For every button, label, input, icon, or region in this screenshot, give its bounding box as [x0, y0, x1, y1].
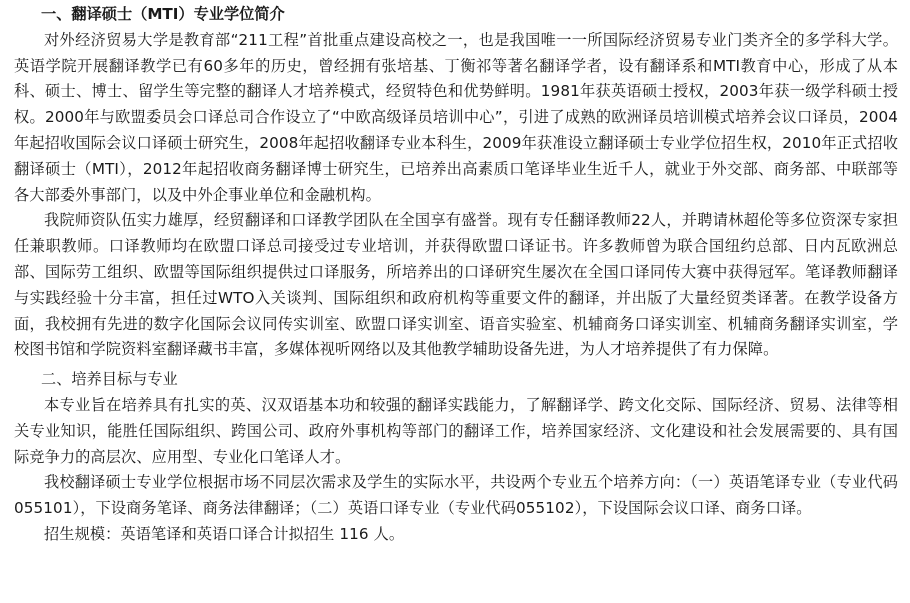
section-2-paragraph-1: 本专业旨在培养具有扎实的英、汉双语基本功和较强的翻译实践能力，了解翻译学、跨文化交际、国际经济、贸易、法律等相关专业知识，能胜任国际组织、跨国公司、政府外事机构等部门的翻译工作，培养国家经济、文化建设和社会发展需要的、具有国际竞争力的高层次、应用型、专业化口笔译人才。	[14, 395, 898, 466]
document-body	[14, 0, 898, 548]
section-1-paragraph-1: 对外经济贸易大学是教育部“211工程”首批重点建设高校之一，也是我国唯一一所国际经济贸易专业门类齐全的多学科大学。英语学院开展翻译教学已有60多年的历史，曾经拥有张培基、丁衡祁等著名翻译学者，设有翻译系和MTI教育中心，形成了从本科、硕士、博士、留学生等完整的翻译人才培养模式，经贸特色和优势鲜明。1981年获英语硕士授权，2003年获一级学科硕士授权。2000年与欧盟委员会口译总司合作设立了“中欧高级译员培训中心”，引进了成熟的欧洲译员培训模式培养会议口译员，2004年起招收国际会议口译硕士研究生，2008年起招收翻译专业本科生，2009年获准设立翻译硕士专业学位招生权，2010年正式招收翻译硕士（MTI），2012年起招收商务翻译博士研究生，已培养出高素质口笔译毕业生近千人，就业于外交部、商务部、中联部等各大部委外事部门，以及中外企事业单位和金融机构。	[14, 30, 898, 204]
section-2-heading: 二、培养目标与专业	[41, 370, 178, 389]
section-1-heading: 一、翻译硕士（MTI）专业学位简介	[41, 5, 285, 23]
section-2-paragraph-3: 招生规模：英语笔译和英语口译合计拟招生 116 人。	[44, 524, 405, 543]
section-2-paragraph-2: 我校翻译硕士专业学位根据市场不同层次需求及学生的实际水平，共设两个专业五个培养方向：（一）英语笔译专业（专业代码055101），下设商务笔译、商务法律翻译；（二）英语口译专业（专业代码055102），下设国际会议口译、商务口译。	[14, 473, 898, 518]
section-1-paragraph-2: 我院师资队伍实力雄厚，经贸翻译和口译教学团队在全国享有盛誉。现有专任翻译教师22人，并聘请林超伦等多位资深专家担任兼职教师。口译教师均在欧盟口译总司接受过专业培训，并获得欧盟口译证书。许多教师曾为联合国纽约总部、日内瓦欧洲总部、国际劳工组织、欧盟等国际组织提供过口译服务，所培养出的口译研究生屡次在全国口译同传大赛中获得冠军。笔译教师翻译与实践经验十分丰富，担任过WTO入关谈判、国际组织和政府机构等重要文件的翻译，并出版了大量经贸类译著。在教学设备方面，我校拥有先进的数字化国际会议同传实训室、欧盟口译实训室、语音实验室、机辅商务口译实训室、机辅商务翻译实训室，学校图书馆和学院资料室翻译藏书丰富，多媒体视听网络以及其他教学辅助设备先进，为人才培养提供了有力保障。	[14, 211, 898, 359]
